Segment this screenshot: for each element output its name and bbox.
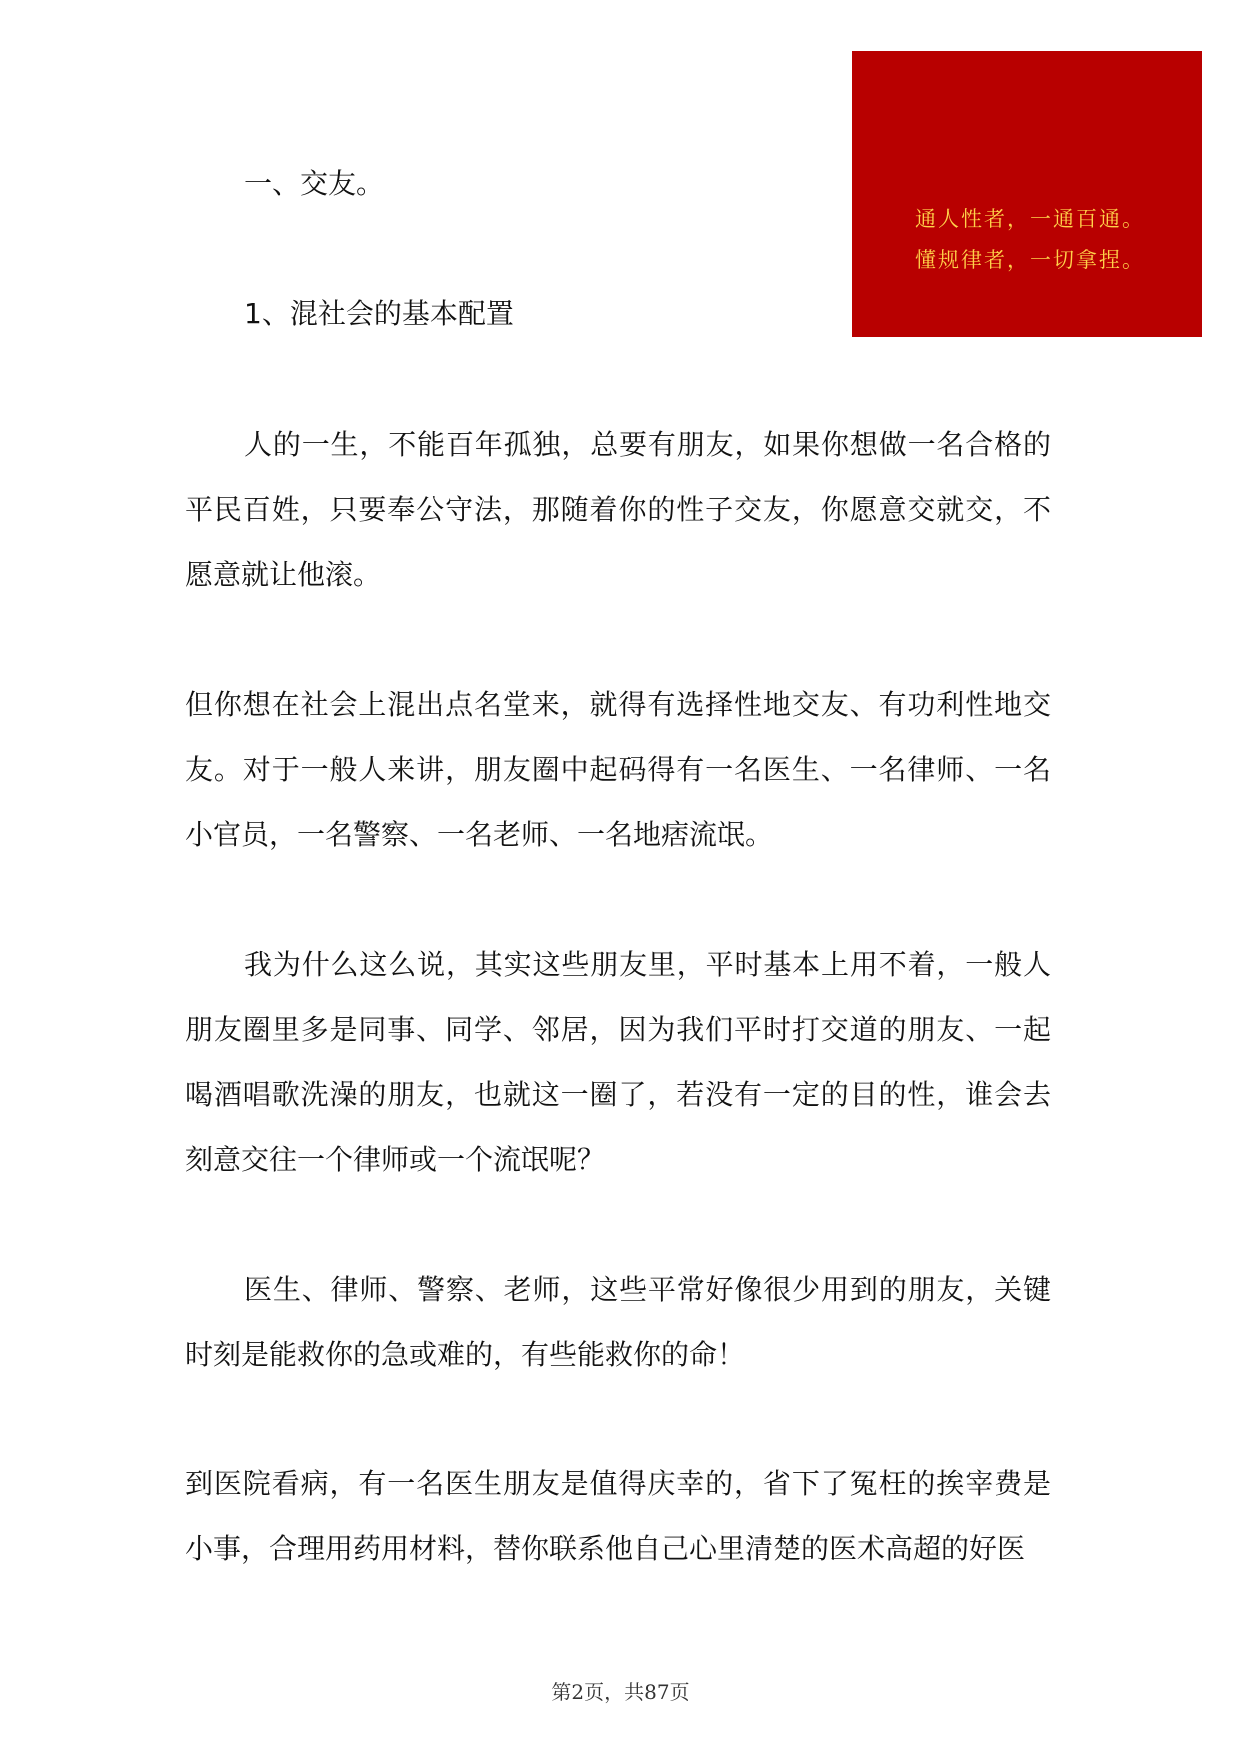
page-number: 第2页，共87页	[551, 1680, 690, 1704]
paragraph-2: 但你想在社会上混出点名堂来，就得有选择性地交友、有功利性地交友。对于一般人来讲，朋友圈中起码得有一名医生、一名律师、一名小官员，一名警察、一名老师、一名地痞流氓。	[185, 688, 1051, 851]
motto-banner	[852, 51, 1202, 337]
motto-line-2: 懂规律者，一切拿捏。	[915, 248, 1145, 272]
section-heading: 一、交友。	[244, 167, 385, 200]
paragraph-3: 我为什么这么说，其实这些朋友里，平时基本上用不着，一般人朋友圈里多是同事、同学、邻居，因为我们平时打交道的朋友、一起喝酒唱歌洗澡的朋友，也就这一圈了，若没有一定的目的性，谁会去刻意交往一个律师或一个流氓呢？	[185, 948, 1051, 1176]
motto-line-1: 通人性者，一通百通。	[915, 207, 1145, 231]
subsection-heading: 1、混社会的基本配置	[244, 297, 514, 330]
paragraph-1: 人的一生，不能百年孤独，总要有朋友，如果你想做一名合格的平民百姓，只要奉公守法，那随着你的性子交友，你愿意交就交，不愿意就让他滚。	[185, 428, 1051, 591]
paragraph-4: 医生、律师、警察、老师，这些平常好像很少用到的朋友，关键时刻是能救你的急或难的，有些能救你的命！	[185, 1273, 1051, 1371]
paragraph-5: 到医院看病，有一名医生朋友是值得庆幸的，省下了冤枉的挨宰费是小事，合理用药用材料，替你联系他自己心里清楚的医术高超的好医	[185, 1467, 1051, 1565]
